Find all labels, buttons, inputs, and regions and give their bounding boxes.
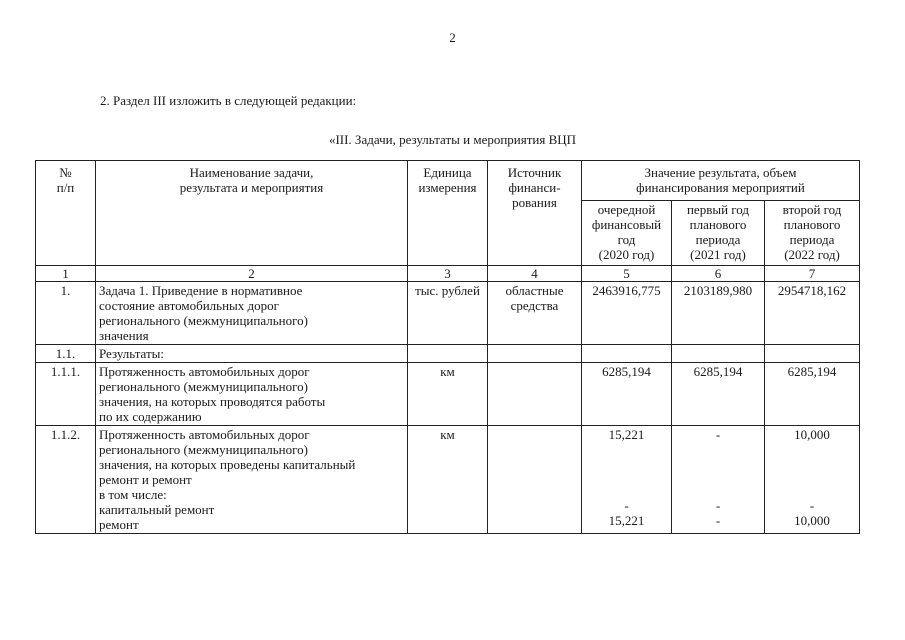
header-year-2022: второй год планового периода (2022 год) [765, 201, 860, 266]
section-heading: «III. Задачи, результаты и мероприятия ВЦП [328, 132, 577, 147]
column-number: 5 [582, 266, 672, 282]
header-value-group: Значение результата, объем финансирования мероприятий [582, 161, 860, 201]
row-value-2021: 6285,194 [672, 363, 765, 426]
header-name: Наименование задачи, результата и мероприятия [96, 161, 408, 266]
row-name: Протяженность автомобильных дорог регионального (межмуниципального) значения, на которых проведены капитальный ремонт и ремонт в том числе: капитальный ремонт ремонт [96, 426, 408, 534]
row-unit: км [408, 363, 488, 426]
repair-2021: - [715, 513, 721, 528]
page-number: 2 [449, 30, 456, 45]
table-header-row [36, 161, 860, 201]
column-number: 3 [408, 266, 488, 282]
row-value-2022: 6285,194 [765, 363, 860, 426]
intro-text: 2. Раздел III изложить в следующей редакции: [100, 93, 357, 108]
row-value-2020: 2463916,775 [582, 282, 672, 345]
capital-repair-2021: - [715, 498, 721, 513]
row-name: Протяженность автомобильных дорог регионального (межмуниципального) значения, на которых проводятся работы по их содержанию [96, 363, 408, 426]
repair-2020: 15,221 [608, 513, 645, 528]
row-num: 1.1.2. [36, 426, 96, 534]
repair-2022: 10,000 [794, 513, 830, 528]
capital-repair-2022: - [809, 498, 815, 513]
row-name: Задача 1. Приведение в нормативное состояние автомобильных дорог регионального (межмуниципального) значения [96, 282, 408, 345]
row-value-2021: - [715, 427, 721, 442]
header-num: № п/п [36, 161, 96, 266]
row-num: 1.1. [36, 345, 96, 363]
row-values-2020 [582, 426, 672, 534]
row-value-2020: 6285,194 [582, 363, 672, 426]
header-unit: Единица измерения [408, 161, 488, 266]
table-row [36, 345, 860, 363]
row-value-2022: 2954718,162 [765, 282, 860, 345]
row-num: 1. [36, 282, 96, 345]
header-source: Источник финанси- рования [488, 161, 582, 266]
column-number: 6 [672, 266, 765, 282]
row-value-2020: 15,221 [608, 427, 645, 442]
row-values-2021 [672, 426, 765, 534]
column-number: 7 [765, 266, 860, 282]
capital-repair-2020: - [624, 498, 629, 513]
row-values-2022 [765, 426, 860, 534]
column-number: 4 [488, 266, 582, 282]
row-source: областные средства [488, 282, 582, 345]
row-value-2021: 2103189,980 [672, 282, 765, 345]
row-unit: тыс. рублей [408, 282, 488, 345]
header-year-2020: очередной финансовый год (2020 год) [582, 201, 672, 266]
tasks-table [35, 160, 860, 534]
table-row [36, 363, 860, 426]
row-num: 1.1.1. [36, 363, 96, 426]
column-number: 1 [36, 266, 96, 282]
table-row [36, 282, 860, 345]
table-row [36, 426, 860, 534]
header-year-2021: первый год планового периода (2021 год) [672, 201, 765, 266]
column-numbers-row [36, 266, 860, 282]
row-value-2022: 10,000 [794, 427, 830, 442]
column-number: 2 [96, 266, 408, 282]
row-name: Результаты: [96, 345, 408, 363]
row-unit: км [408, 426, 488, 534]
